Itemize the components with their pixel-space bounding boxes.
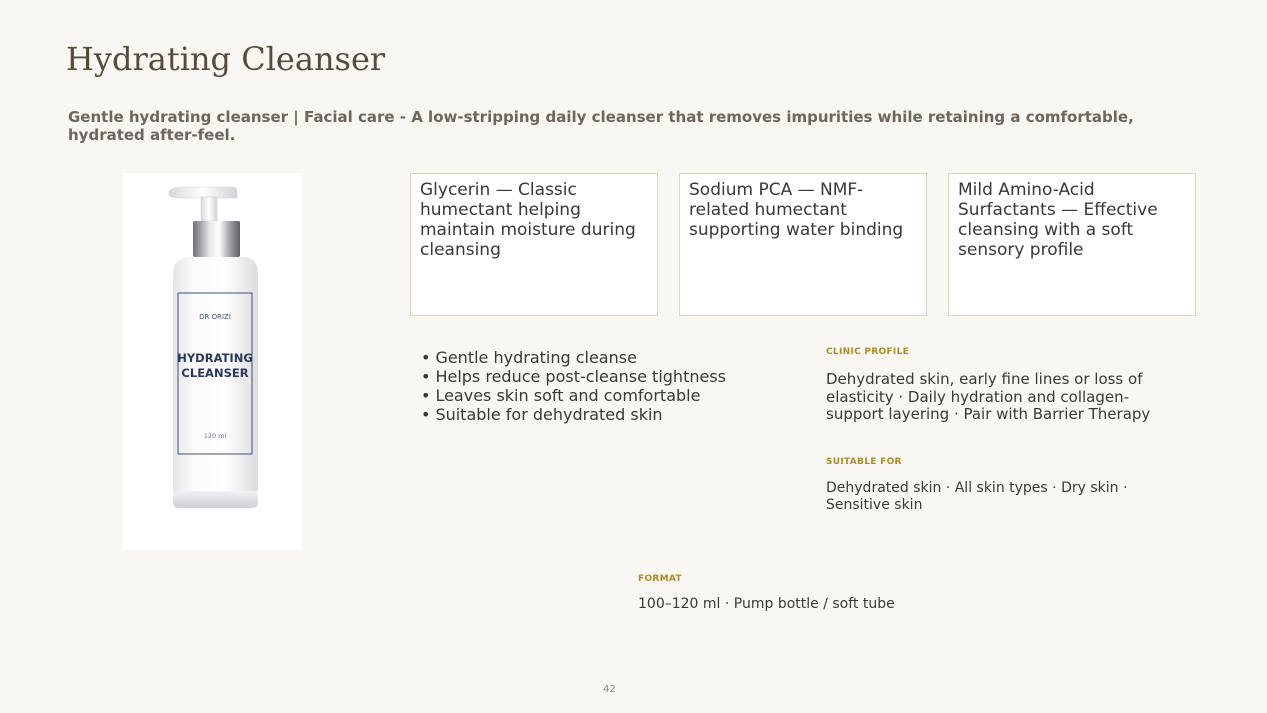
list-item bbox=[421, 405, 726, 424]
bottle-name-line1: HYDRATING bbox=[177, 351, 253, 365]
format-label: FORMAT bbox=[638, 574, 682, 584]
page-number: 42 bbox=[603, 684, 616, 695]
benefit-text: Gentle hydrating cleanse bbox=[435, 348, 637, 367]
clinic-profile-label: CLINIC PROFILE bbox=[826, 347, 910, 357]
bullet-icon: • bbox=[421, 386, 431, 405]
bullet-icon: • bbox=[421, 405, 431, 424]
list-item bbox=[421, 348, 726, 367]
list-item bbox=[421, 386, 726, 405]
ingredient-card-amino-acid-surfactants: Mild Amino-Acid Surfactants — Effective cleansing with a soft sensory profile bbox=[948, 173, 1196, 316]
format-text: 100–120 ml · Pump bottle / soft tube bbox=[638, 596, 895, 612]
suitable-for-label: SUITABLE FOR bbox=[826, 457, 902, 467]
bullet-icon: • bbox=[421, 367, 431, 386]
benefits-list bbox=[421, 348, 726, 424]
ingredient-card-glycerin: Glycerin — Classic humectant helping maintain moisture during cleansing bbox=[410, 173, 658, 316]
bottle-volume-text: 120 ml bbox=[203, 432, 227, 440]
suitable-for-text: Dehydrated skin · All skin types · Dry skin · Sensitive skin bbox=[826, 480, 1128, 513]
clinic-profile-text: Dehydrated skin, early fine lines or loss of elasticity · Daily hydration and collagen-support layering · Pair with Barrier Therapy bbox=[826, 370, 1151, 423]
bottle-brand-text: DR ORIZI bbox=[199, 313, 231, 321]
product-subtitle: Gentle hydrating cleanser | Facial care - A low-stripping daily cleanser that removes impurities while retaining a comfortable, hydrated after-feel. bbox=[68, 108, 1134, 144]
ingredient-card-sodium-pca: Sodium PCA — NMF-related humectant supporting water binding bbox=[679, 173, 927, 316]
benefit-text: Helps reduce post-cleanse tightness bbox=[435, 367, 726, 386]
list-item bbox=[421, 367, 726, 386]
page-title: Hydrating Cleanser bbox=[66, 40, 386, 78]
benefit-text: Suitable for dehydrated skin bbox=[435, 405, 663, 424]
pump-bottle-product-image bbox=[123, 173, 302, 550]
bottle-name-line2: CLEANSER bbox=[181, 366, 249, 380]
product-image bbox=[123, 173, 302, 550]
bullet-icon: • bbox=[421, 348, 431, 367]
benefit-text: Leaves skin soft and comfortable bbox=[435, 386, 701, 405]
